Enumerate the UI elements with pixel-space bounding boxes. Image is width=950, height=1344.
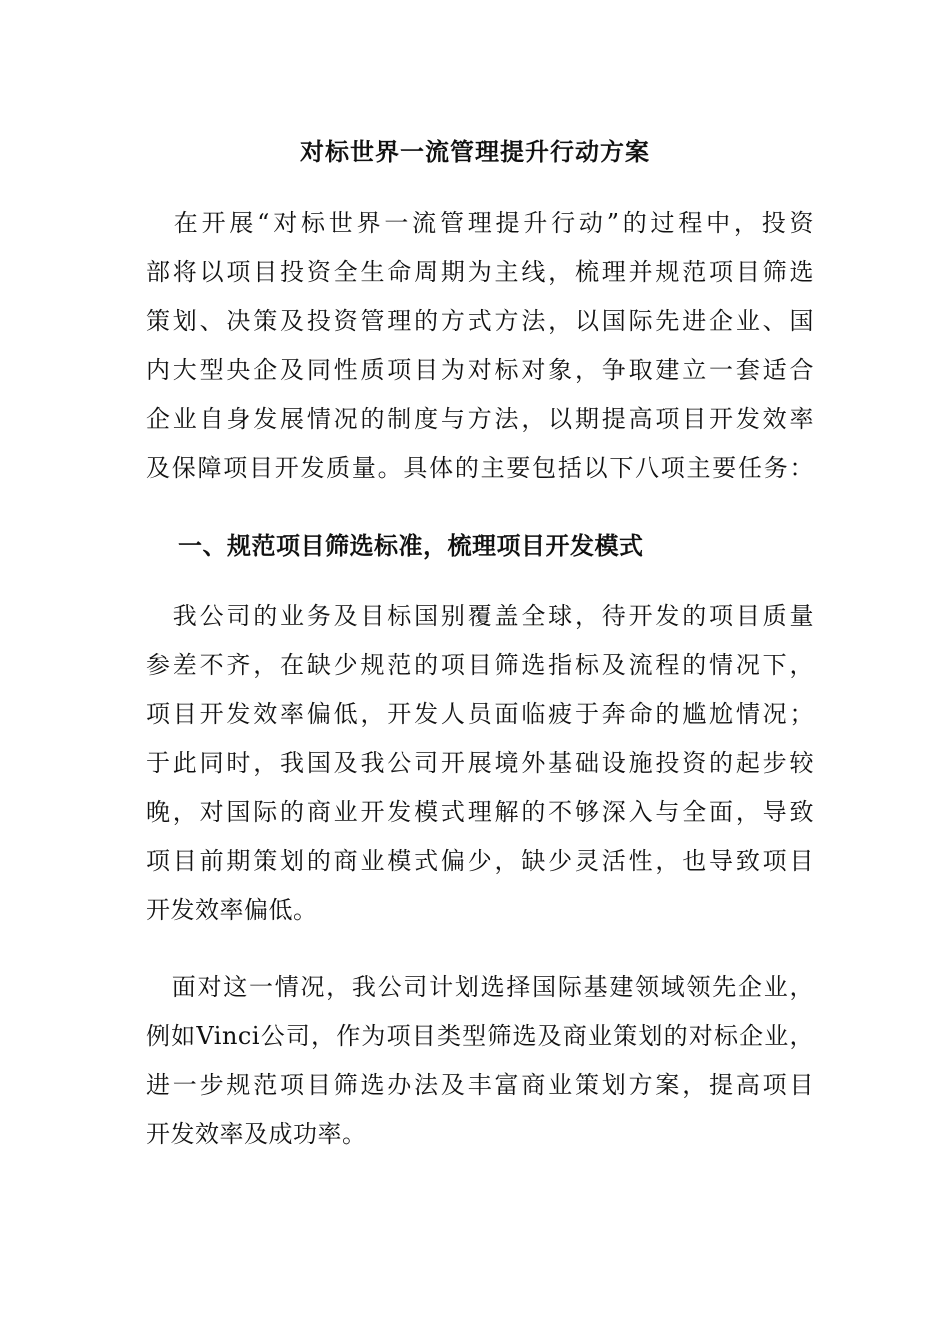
- paragraph-line: 晚，对国际的商业开发模式理解的不够深入与全面，导致: [146, 798, 814, 826]
- document-title: 对标世界一流管理提升行动方案: [300, 138, 650, 166]
- paragraph-line: 进一步规范项目筛选办法及丰富商业策划方案，提高项目: [146, 1071, 814, 1099]
- paragraph-line: 内大型央企及同性质项目为对标对象，争取建立一套适合: [146, 356, 814, 384]
- intro-paragraph: [146, 199, 814, 493]
- section-paragraph-1: [146, 592, 814, 935]
- paragraph-line: 及保障项目开发质量。具体的主要包括以下八项主要任务：: [146, 454, 814, 482]
- paragraph-line: 开发效率偏低。: [146, 896, 318, 924]
- paragraph-line: 面对这一情况，我公司计划选择国际基建领域领先企业，: [146, 973, 814, 1001]
- paragraph-line: 策划、决策及投资管理的方式方法，以国际先进企业、国: [146, 307, 814, 335]
- paragraph-line: 在开展“对标世界一流管理提升行动”的过程中，投资: [146, 209, 814, 237]
- paragraph-line: 开发效率及成功率。: [146, 1120, 367, 1148]
- paragraph-line: 参差不齐，在缺少规范的项目筛选指标及流程的情况下，: [146, 651, 814, 679]
- section-paragraph-2: [146, 963, 814, 1159]
- section-heading: 一、规范项目筛选标准，梳理项目开发模式: [178, 532, 644, 560]
- paragraph-line: 于此同时，我国及我公司开展境外基础设施投资的起步较: [146, 749, 814, 777]
- paragraph-line: 部将以项目投资全生命周期为主线，梳理并规范项目筛选: [146, 258, 814, 286]
- paragraph-line: 项目前期策划的商业模式偏少，缺少灵活性，也导致项目: [146, 847, 814, 875]
- paragraph-line: 例如Vinci公司，作为项目类型筛选及商业策划的对标企业，: [146, 1022, 814, 1050]
- paragraph-line: 企业自身发展情况的制度与方法，以期提高项目开发效率: [146, 405, 814, 433]
- paragraph-line: 项目开发效率偏低，开发人员面临疲于奔命的尴尬情况；: [146, 700, 814, 728]
- paragraph-line: 我公司的业务及目标国别覆盖全球，待开发的项目质量: [146, 602, 814, 630]
